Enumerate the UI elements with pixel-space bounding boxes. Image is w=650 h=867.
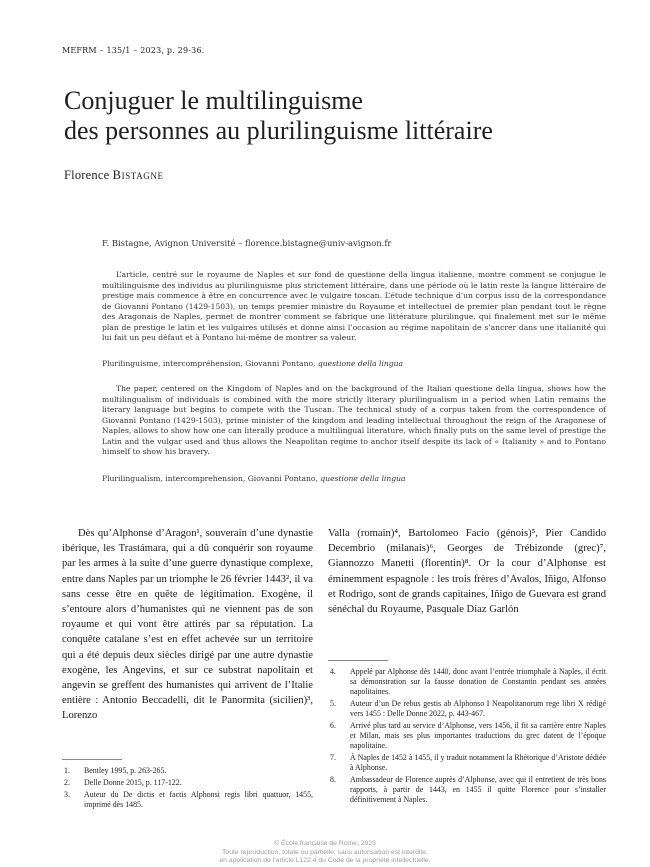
footnotes-right xyxy=(328,667,606,807)
footnote-item xyxy=(328,753,606,773)
keywords-french-italic: questione della lingua xyxy=(317,359,404,368)
footnote-item xyxy=(62,766,313,776)
footnote-number: 8. xyxy=(330,775,336,784)
keywords-french xyxy=(102,359,403,368)
keywords-french-plain: Plurilinguisme, intercompréhension, Giovanni Pontano, xyxy=(102,359,318,368)
body-paragraph-left: Dès qu’Alphonse d’Aragon¹, souverain d’une dynastie ibérique, les Trastámara, qui a dû conquérir son royaume par les armes à la suite d’une guerre dynastique complexe, entre dans Naples par un triomphe le 26 février 1443², il va sans cesse être en quête de légitimation. Exogène, il s’entoure alors d’humanistes qui ne viennent pas de son royaume et qui vont être attirés par sa réputation. La conquête catalane s’est en effet achevée sur un territoire qui a été depuis deux siècles dirigé par une autre dynastie exogène, les Angevins, et sur ce substrat napolitain et angevin se greffent des humanistes qui arrivent de l’Italie entière : Antonio Beccadelli, dit le Panormita (sicilien)³, Lorenzo xyxy=(62,528,313,722)
footnote-item xyxy=(62,790,313,810)
copyright-line-2: Toute reproduction, totale ou partielle, sans autorisation est interdite, xyxy=(222,848,428,856)
footnote-item xyxy=(328,667,606,697)
keywords-english-plain: Plurilingualism, intercomprehension, Giovanni Pontano, xyxy=(102,474,321,483)
footnote-item xyxy=(328,699,606,719)
title-line-1: Conjuguer le multilinguisme xyxy=(64,86,363,115)
footnote-number: 2. xyxy=(64,778,70,787)
copyright-notice xyxy=(0,840,650,866)
footnote-number: 7. xyxy=(330,753,336,762)
journal-reference: MEFRM – 135/1 – 2023, p. 29-36. xyxy=(62,46,205,55)
footnote-item xyxy=(62,778,313,788)
footnote-text: Appelé par Alphonse dès 1440, donc avant l’entrée triomphale à Naples, il écrit sa démonstration sur la fausse donation de Constantin pendant ses années napolitaines. xyxy=(350,667,606,696)
author-name xyxy=(64,168,164,183)
copyright-line-3: en application de l’article L122.4 du Code de la propriété intellectuelle. xyxy=(219,857,431,864)
footnote-rule-right xyxy=(328,660,388,661)
author-first-name: Florence xyxy=(64,168,113,182)
footnote-text: Arrivé plus tard au service d’Alphonse, vers 1456, il fit sa carrière entre Naples et Milan, mais ses plus importantes traductions du grec datent de l’époque napolitaine. xyxy=(350,721,606,750)
body-column-left xyxy=(62,526,313,724)
abstract-english xyxy=(102,384,606,458)
author-last-name: Bistagne xyxy=(112,168,164,182)
body-paragraph-right: Valla (romain)⁴, Bartolomeo Facio (génois)⁵, Pier Candido Decembrio (milanais)⁶, Georges de Trébizonde (grec)⁷, Giannozzo Manetti (florentin)⁸. Or la cour d’Alphonse est éminemment espagnole : les trois frères d’Avalos, Iñigo, Alfonso et Rodrigo, sont de grands capitaines, Iñigo de Guevara est grand sénéchal du Royaume, Pasquale Diaz Garlón xyxy=(328,528,606,616)
keywords-english xyxy=(102,474,406,483)
footnotes-left xyxy=(62,766,313,812)
footnote-rule-left xyxy=(62,759,122,760)
footnote-item xyxy=(328,775,606,805)
title-line-2: des personnes au plurilinguisme littéraire xyxy=(64,116,493,145)
footnote-text: À Naples de 1452 à 1455, il y traduit notamment la Rhétorique d’Aristote dédiée à Alphonse. xyxy=(350,753,606,772)
abstract-french xyxy=(102,270,606,344)
footnote-text: Auteur d’un De rebus gestis ab Alphonso I Neapolitanorum rege libri X rédigé vers 1455 : Delle Donne 2022, p. 443-467. xyxy=(350,699,606,718)
footnote-text: Auteur du De dictis et factis Alphonsi regis libri quattuor, 1455, imprimé dès 1485. xyxy=(84,790,313,809)
footnote-text: Ambassadeur de Florence auprès d’Alphonse, avec qui il entretient de très bons rapports, à partir de 1443, en 1455 il quitte Florence pour s’installer définitivement à Naples. xyxy=(350,775,606,804)
footnote-number: 3. xyxy=(64,790,70,799)
footnote-item xyxy=(328,721,606,751)
footnote-number: 4. xyxy=(330,667,336,676)
footnote-number: 5. xyxy=(330,699,336,708)
body-column-right xyxy=(328,526,606,617)
copyright-line-1: © École française de Rome, 2023 xyxy=(274,840,376,847)
footnote-text: Bentley 1995, p. 263-265. xyxy=(84,766,167,775)
footnote-number: 1. xyxy=(64,766,70,775)
author-affiliation: F. Bistagne, Avignon Université – florence.bistagne@univ-avignon.fr xyxy=(102,238,392,248)
article-title xyxy=(64,86,604,146)
abstract-english-text: The paper, centered on the Kingdom of Naples and on the background of the Italian questione della lingua, shows how the multilingualism of individuals is combined with the more strictly literary plurilingualism in a period when Latin remains the literary language but begins to compete with the Tuscan. The technical study of a corpus taken from the correspondence of Giovanni Pontano (1429-1503), prime minister of the kingdom and leading intellectual throughout the reign of the Aragonese of Naples, allows to show how one can literally produce a multilingual literature, which finally puts on the same level of prestige the Latin and the vulgar used and thus allows the Neapolitan regime to anchor itself despite its lack of « Italianity » and to Pontano himself to show his bravery. xyxy=(102,384,606,456)
abstract-french-text: L’article, centré sur le royaume de Naples et sur fond de questione della lingua italienne, montre comment se conjugue le multilinguisme des individus au plurilinguisme plus strictement littéraire, dans une période où le latin reste la langue littéraire de prestige mais commence à être en concurrence avec le vulgaire toscan. L’étude technique d’un corpus issu de la correspondance de Giovanni Pontano (1429-1503), un temps premier ministre du Royaume et intellectuel de premier plan pendant tout le règne des Aragonais de Naples, permet de montrer comment se fabrique une littérature plurilingue, qui finalement met sur le même plan de prestige le latin et les vulgaires utilisés et donne ainsi l’occasion au régime napolitain de s’ancrer dans une italianité qui lui fait un peu défaut et à Pontano lui-même de montrer sa valeur. xyxy=(102,270,606,342)
footnote-number: 6. xyxy=(330,721,336,730)
footnote-text: Delle Donne 2015, p. 117-122. xyxy=(84,778,182,787)
keywords-english-italic: questione della lingua xyxy=(320,474,406,483)
